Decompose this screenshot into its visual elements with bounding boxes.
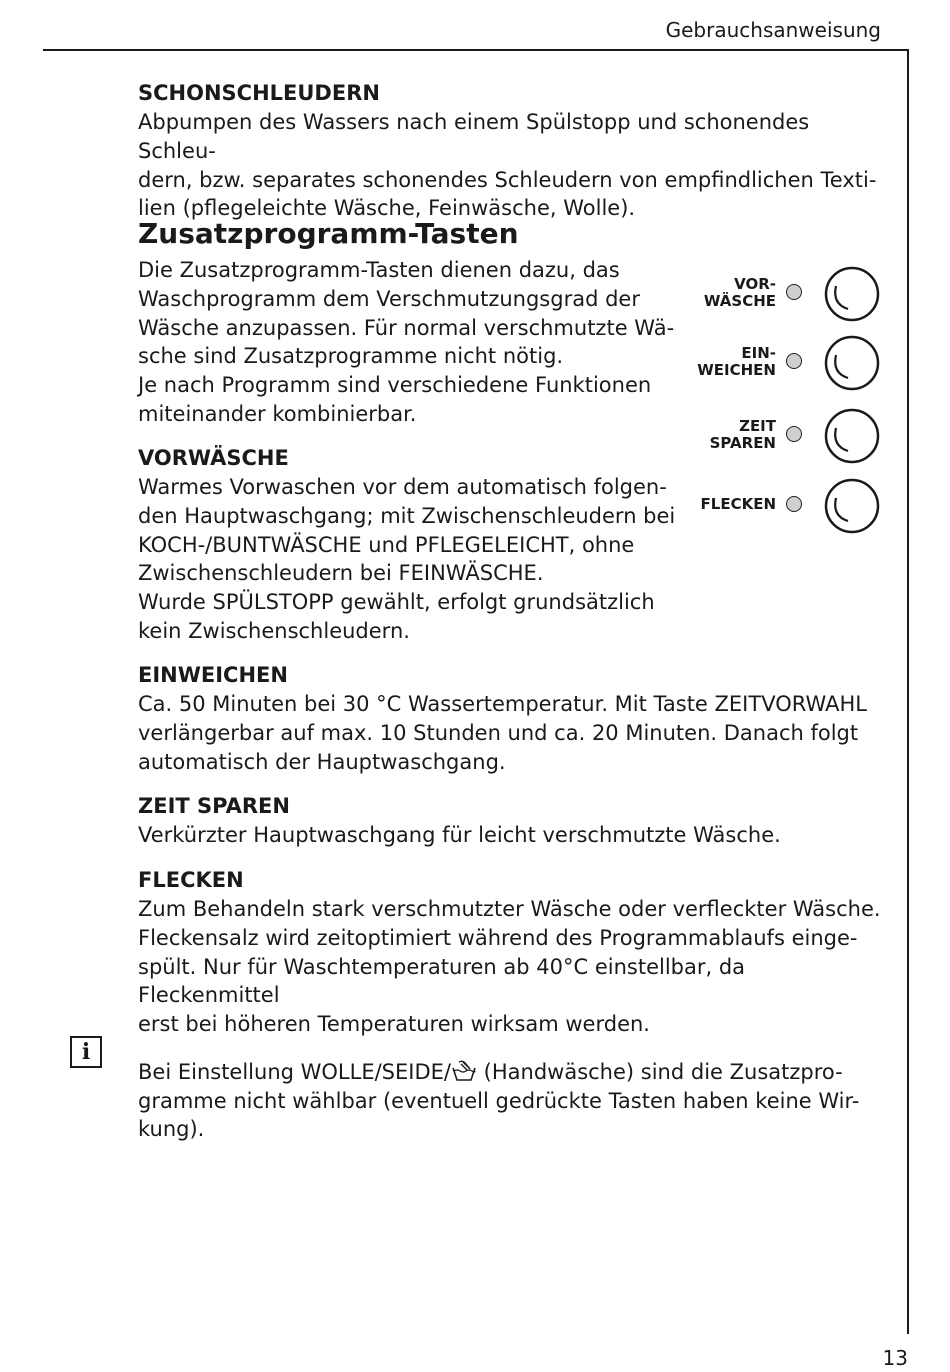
led-zeitsparen — [786, 426, 802, 442]
heading-flecken: FLECKEN — [138, 868, 244, 892]
button-flecken-icon[interactable] — [822, 476, 882, 536]
heading-zeitsparen: ZEIT SPAREN — [138, 794, 290, 818]
note-text-rest: gramme nicht wählbar (eventuell gedrückte Tasten haben keine Wir- kung). — [138, 1088, 860, 1142]
section-flecken — [138, 865, 888, 1039]
led-vorwaesche — [786, 284, 802, 300]
note-text-before: Bei Einstellung WOLLE/SEIDE/ — [138, 1059, 451, 1084]
handwash-icon — [451, 1060, 477, 1082]
option-button-panel — [697, 260, 900, 550]
info-note — [138, 1029, 888, 1144]
section-vorwaesche — [138, 443, 698, 646]
section-zusatzprogramm — [138, 216, 698, 429]
text-zeitsparen: Verkürzter Hauptwaschgang für leicht verschmutzte Wäsche. — [138, 823, 781, 847]
section-schonschleudern — [138, 78, 888, 223]
page-number: 13 — [882, 1346, 908, 1370]
button-zeitsparen-icon[interactable] — [822, 406, 882, 466]
note-text-after: (Handwäsche) sind die Zusatzpro- — [476, 1059, 843, 1084]
heading-zusatzprogramm: Zusatzprogramm-Tasten — [138, 217, 519, 250]
button-vorwaesche-icon[interactable] — [822, 264, 882, 324]
text-flecken: Zum Behandeln stark verschmutzter Wäsche oder verfleckter Wäsche. Fleckensalz wird zeitoptimiert während des Programmablaufs einge- spült. Nur für Waschtemperaturen ab 40°C einstellbar, da Fleckenmittel erst bei höheren Temperaturen wirksam werden. — [138, 897, 881, 1037]
led-flecken — [786, 496, 802, 512]
text-einweichen: Ca. 50 Minuten bei 30 °C Wassertemperatur. Mit Taste ZEITVORWAHL verlängerbar auf max. 10 Stunden und ca. 20 Minuten. Danach folgt automatisch der Hauptwaschgang. — [138, 692, 867, 774]
panel-label-flecken: FLECKEN — [700, 495, 776, 513]
panel-label-vorwaesche: VOR- WÄSCHE — [703, 275, 776, 310]
panel-row-vorwaesche — [682, 262, 882, 322]
info-icon: i — [70, 1036, 102, 1068]
running-header: Gebrauchsanweisung — [665, 18, 881, 42]
section-einweichen — [138, 660, 888, 776]
panel-label-einweichen: EIN- WEICHEN — [697, 344, 776, 379]
margin-rule — [907, 49, 909, 1334]
heading-schonschleudern: SCHONSCHLEUDERN — [138, 81, 380, 105]
panel-label-zeitsparen: ZEIT SPAREN — [709, 417, 776, 452]
text-zusatzprogramm: Die Zusatzprogramm-Tasten dienen dazu, das Waschprogramm dem Verschmutzungsgrad der Wäsche anzupassen. Für normal verschmutzte Wä- sche sind Zusatzprogramme nicht nötig. Je nach Programm sind verschiedene Funktionen miteinander kombinierbar. — [138, 258, 675, 426]
led-einweichen — [786, 353, 802, 369]
panel-row-flecken — [682, 474, 882, 534]
section-zeitsparen — [138, 791, 888, 850]
panel-row-einweichen — [682, 331, 882, 391]
text-schonschleudern: Abpumpen des Wassers nach einem Spülstopp und schonendes Schleu- dern, bzw. separates schonendes Schleudern von empfindlichen Texti- lien (pflegeleichte Wäsche, Feinwäsche, Wolle). — [138, 110, 877, 221]
panel-row-zeitsparen — [682, 404, 882, 464]
text-vorwaesche: Warmes Vorwaschen vor dem automatisch folgen- den Hauptwaschgang; mit Zwischenschleudern bei KOCH-/BUNTWÄSCHE und PFLEGELEICHT, ohne Zwischenschleudern bei FEINWÄSCHE. Wurde SPÜLSTOPP gewählt, erfolgt grundsätzlich kein Zwischenschleudern. — [138, 475, 676, 643]
heading-vorwaesche: VORWÄSCHE — [138, 446, 289, 470]
button-einweichen-icon[interactable] — [822, 333, 882, 393]
header-rule — [43, 49, 909, 51]
heading-einweichen: EINWEICHEN — [138, 663, 288, 687]
